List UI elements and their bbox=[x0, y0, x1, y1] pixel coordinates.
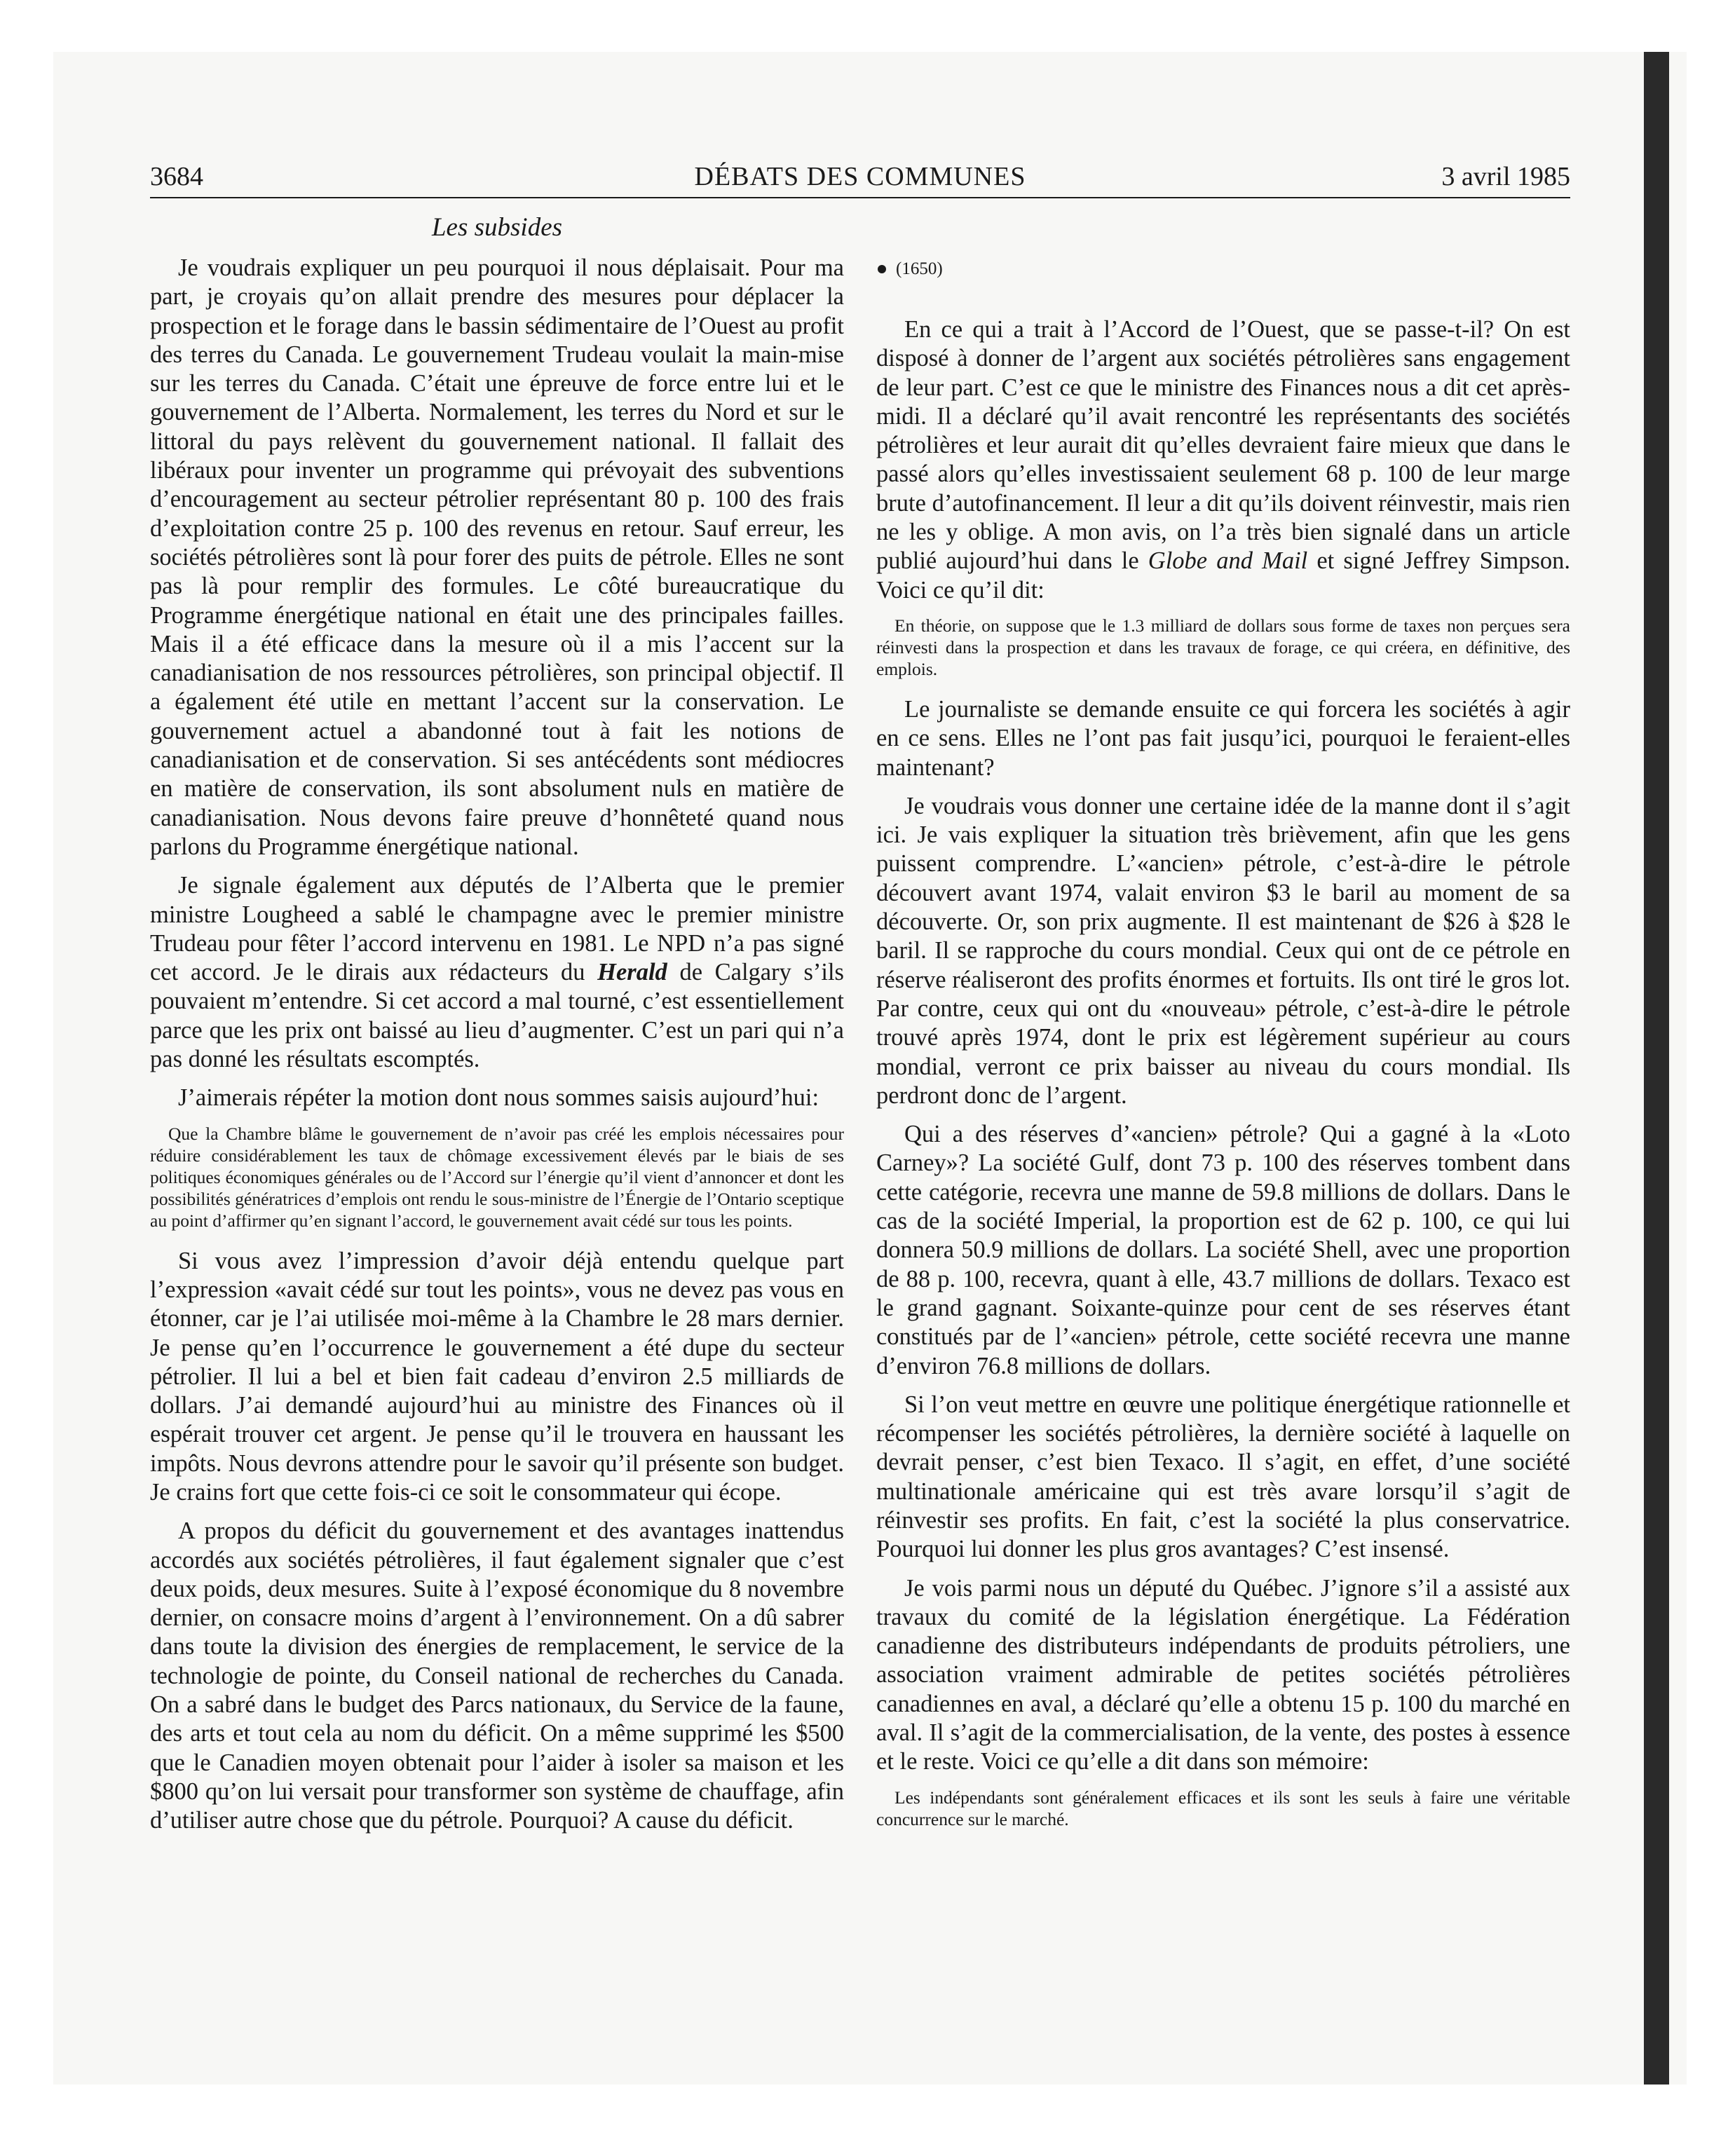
paragraph: Si l’on veut mettre en œuvre une politique énergétique rationnelle et récompenser les sociétés pétrolières, la dernière société à laquelle on devrait penser, c’est bien Texaco. Il s’agit, en effet, d’une société multinationale américaine qui est très avare lorsqu’il s’agit de réinvestir ses profits. En fait, c’est la société la plus conservatrice. Pourquoi lui donner les plus gros avantages? C’est insensé. bbox=[876, 1391, 1570, 1563]
paragraph: En ce qui a trait à l’Accord de l’Ouest, que se passe-t-il? On est disposé à donner de l’argent aux sociétés pétrolières sans engagement de leur part. C’est ce que le ministre des Finances nous a dit cet après-midi. Il a déclaré qu’il avait rencontré les représentants des sociétés pétrolières et leur aurait dit qu’elles devraient faire mieux que dans le passé alors qu’elles investissaient seulement 68 p. 100 de leur marge brute d’autofinancement. Il leur a dit qu’ils doivent réinvestir, mais rien ne les y oblige. A mon avis, on l’a très bien signalé dans un article publié aujourd’hui dans le Globe and Mail et signé Jeffrey Simpson. Voici ce qu’il dit: bbox=[876, 316, 1570, 603]
paragraph: Je signale également aux députés de l’Alberta que le premier ministre Lougheed a sablé le champagne avec le premier ministre Trudeau pour fêter l’accord intervenu en 1981. Le NPD n’a pas signé cet accord. Je le dirais aux rédacteurs du Herald de Calgary s’ils pouvaient m’entendre. Si cet accord a mal tourné, c’est essentiellement parce que les prix ont baissé au lieu d’augmenter. C’est un pari qui n’a pas donné les résultats escomptés. bbox=[150, 872, 844, 1073]
paragraph: Je vois parmi nous un député du Québec. J’ignore s’il a assisté aux travaux du comité de la législation énergétique. La Fédération canadienne des distributeurs indépendants de produits pétroliers, une association vraiment admirable de petites sociétés pétrolières canadiennes en aval, a déclaré qu’elle a obtenu 15 p. 100 du marché en aval. Il s’agit de la commercialisation, de la vente, des postes à essence et le reste. Voici ce qu’elle a dit dans son mémoire: bbox=[876, 1574, 1570, 1775]
paragraph: Le journaliste se demande ensuite ce qui forcera les sociétés à agir en ce sens. Elles ne l’ont pas fait jusqu’ici, pourquoi le feraient-elles maintenant? bbox=[876, 695, 1570, 781]
newspaper-name: Globe and Mail bbox=[1148, 547, 1308, 575]
paragraph: Je voudrais vous donner une certaine idée de la manne dont il s’agit ici. Je vais expliquer la situation très brièvement, afin que les gens puissent comprendre. L’«ancien» pétrole, c’est-à-dire le pétrole découvert avant 1974, valait environ $3 le baril au moment de sa découverte. Or, son prix augmente. Il est maintenant de $26 à $28 le baril. Il se rapproche du cours mondial. Ceux qui ont de ce pétrole en réserve réaliseront des profits énormes et fortuits. Ils ont tiré le gros lot. Par contre, ceux qui ont du «nouveau» pétrole, c’est-à-dire le pétrole trouvé après 1974, dont le prix est légèrement supérieur au cours mondial, verront ce prix baisser au niveau du cours mondial. Ils perdront donc de l’argent. bbox=[876, 792, 1570, 1109]
paragraph: J’aimerais répéter la motion dont nous sommes saisis aujourd’hui: bbox=[178, 1084, 819, 1112]
paragraph: A propos du déficit du gouvernement et des avantages inattendus accordés aux sociétés pétrolières, il faut également signaler que c’est deux poids, deux mesures. Suite à l’exposé économique du 8 novembre dernier, on consacre moins d’argent à l’environnement. On a dû sabrer dans toute la division des énergies de remplacement, le service de la technologie de pointe, du Conseil national de recherches du Canada. On a sabré dans le budget des Parcs nationaux, du Service de la faune, des arts et tout cela au nom du déficit. On a même supprimé les $500 que le Canadien moyen obtenait pour l’aider à isoler sa maison et les $800 qu’on lui versait pour transformer son système de chauffage, afin d’utiliser autre chose que du pétrole. Pourquoi? A cause du déficit. bbox=[150, 1517, 844, 1834]
paragraph: Qui a des réserves d’«ancien» pétrole? Qui a gagné à la «Loto Carney»? La société Gulf, dont 73 p. 100 des réserves tombent dans cette catégorie, recevra une manne de 59.8 millions de dollars. Dans le cas de la société Imperial, la proportion est de 62 p. 100, ce qui lui donnera 50.9 millions de dollars. La société Shell, avec une proportion de 88 p. 100, recevra, quant à elle, 43.7 millions de dollars. Texaco est le grand gagnant. Soixante-quinze pour cent de ses réserves étant constitués par de l’«ancien» pétrole, cette société recevra une manne d’environ 76.8 millions de dollars. bbox=[876, 1121, 1570, 1379]
page-number: 3684 bbox=[150, 162, 203, 191]
left-column bbox=[150, 254, 844, 1845]
paragraph: Si vous avez l’impression d’avoir déjà entendu quelque part l’expression «avait cédé sur tout les points», vous ne devez pas vous en étonner, car je l’ai utilisée moi-même à la Chambre le 28 mars dernier. Je pense qu’en l’occurrence le gouvernement a été dupe du secteur pétrolier. Il lui a bel et bien fait cadeau d’environ 2.5 milliards de dollars. J’ai demandé aujourd’hui au ministre des Finances où il espérait trouver cet argent. Je pense qu’il le trouvera en haussant les impôts. Nous devrons attendre pour le savoir qu’il présente son budget. Je crains fort que cette fois-ci ce soit le consommateur qui écope. bbox=[150, 1247, 844, 1506]
bullet-icon bbox=[878, 265, 886, 273]
page-date: 3 avril 1985 bbox=[1441, 162, 1570, 191]
paragraph: Je voudrais expliquer un peu pourquoi il nous déplaisait. Pour ma part, je croyais qu’on allait prendre des mesures pour déplacer la prospection et le forage dans le bassin sédimentaire de l’Ouest au profit des terres du Canada. Le gouvernement Trudeau voulait la main-mise sur les terres du Canada. C’était une épreuve de force entre lui et le gouvernement de l’Alberta. Normalement, les terres du Nord et sur le littoral du pays relèvent du gouvernement national. Il fallait des libéraux pour inventer un programme qui prévoyait des subventions d’encouragement au secteur pétrolier représentant 80 p. 100 des frais d’exploitation contre 25 p. 100 des revenus en retour. Sauf erreur, les sociétés pétrolières sont là pour forer des puits de pétrole. Elles ne sont pas là pour remplir des formules. Le côté bureaucratique du Programme énergétique national en était une des principales failles. Mais il a été efficace dans la mesure où il a mis l’accent sur la canadianisation de nos ressources pétrolières, son principal objectif. Il a également été utile en mettant l’accent sur la conservation. Le gouvernement actuel a abandonné tout à fait les notions de canadianisation et de conservation. Si ses antécédents sont médiocres en matière de conservation, ils sont absolument nuls en matière de canadianisation. Nous devons faire preuve d’honnêteté quand nous parlons du Programme énergétique national. bbox=[150, 254, 844, 860]
brief-quote: Les indépendants sont généralement efficaces et ils sont les seuls à faire une véritable concurrence sur le marché. bbox=[876, 1787, 1570, 1829]
motion-quote: Que la Chambre blâme le gouvernement de n’avoir pas créé les emplois nécessaires pour réduire considérablement les taux de chômage excessivement élevés par le biais de ses politiques économiques générales ou de l’Accord sur l’énergie qu’il vient d’annoncer et dont les possibilités génératrices d’emplois ont rendu le sous-ministre de l’Énergie de l’Ontario sceptique au point d’affirmer qu’en signant l’accord, le gouvernement avait cédé sur tous les points. bbox=[150, 1123, 844, 1231]
newspaper-name: Herald bbox=[597, 959, 667, 986]
section-title: Les subsides bbox=[431, 213, 563, 242]
publication-title: DÉBATS DES COMMUNES bbox=[694, 162, 1026, 191]
page-header bbox=[150, 158, 1570, 195]
article-quote: En théorie, on suppose que le 1.3 milliard de dollars sous forme de taxes non perçues sera réinvesti dans la prospection et dans les travaux de forage, ce qui créera, en définitive, des emplois. bbox=[876, 615, 1570, 679]
header-rule bbox=[150, 197, 1570, 198]
time-marker: (1650) bbox=[876, 255, 1570, 283]
scan-edge-shadow bbox=[1644, 52, 1669, 2085]
right-column bbox=[876, 255, 1570, 1845]
